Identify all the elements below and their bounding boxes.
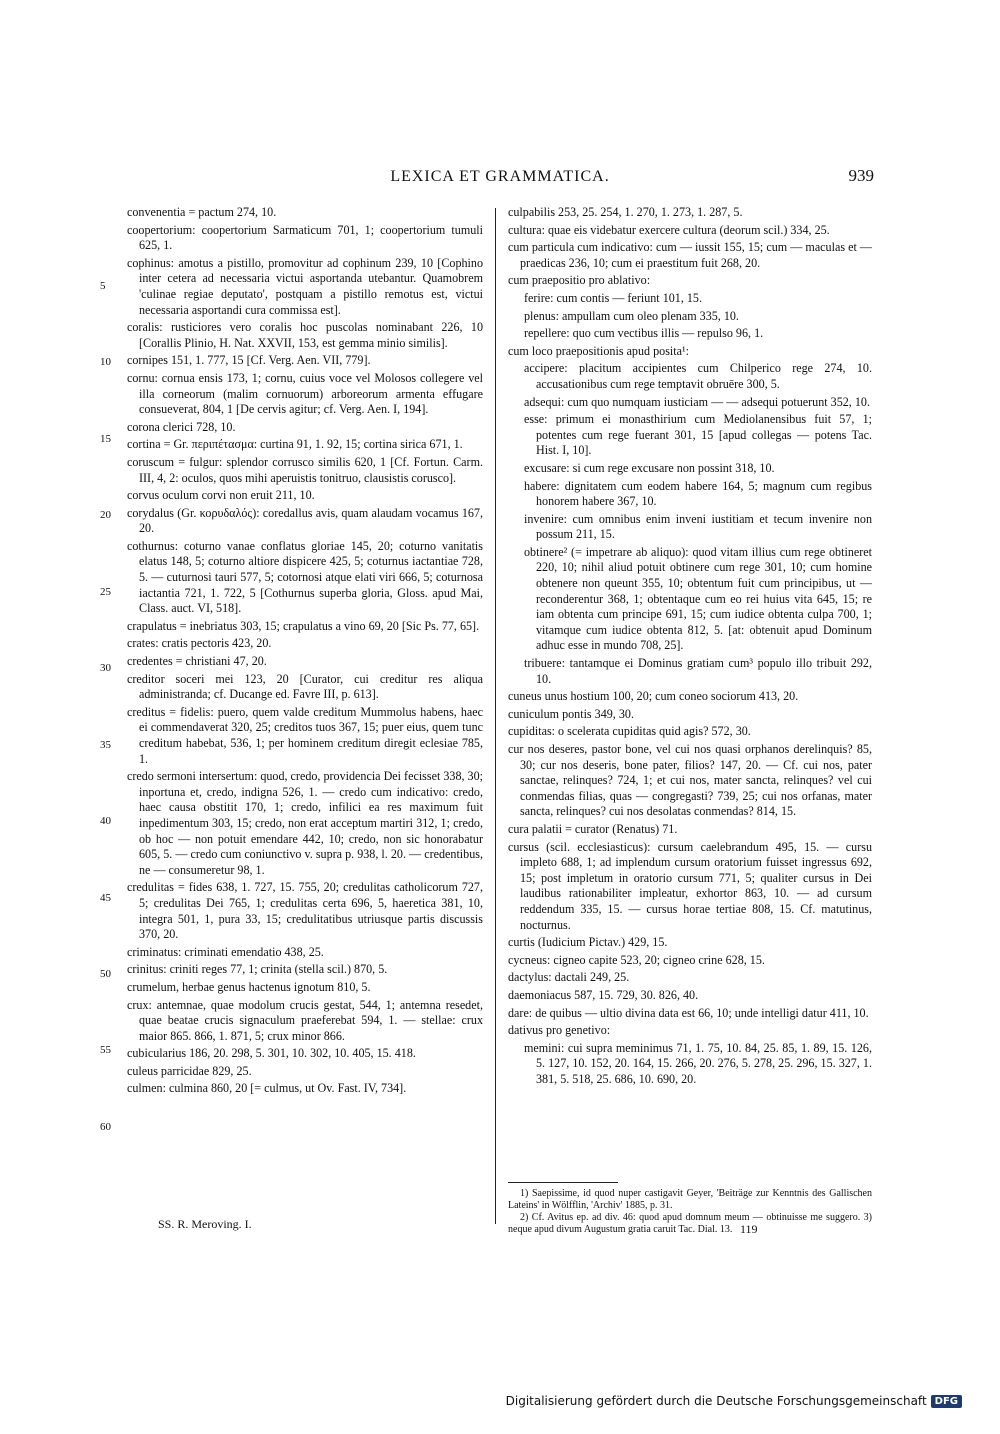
lexicon-entry: credentes = christiani 47, 20. — [127, 654, 267, 669]
lexicon-entry: plenus: ampullam cum oleo plenam 335, 10. — [524, 308, 739, 323]
footnote: 2) Cf. Avitus ep. ad div. 46: quod apud domnum meum — obtinuisse me suggero. 3) neque apud divum Augustum gratia caruit Tac. Dial. 13. — [508, 1212, 872, 1235]
lexicon-entry: crumelum, herbae genus hactenus ignotum 810, 5. — [127, 979, 371, 994]
line-number: 10 — [100, 356, 111, 369]
lexicon-entry: esse: primum ei monasthirium cum Mediolanensibus fuit 57, 1; potentes cum rege fuerant 301, 15 [apud collegas — potens Tac. Hist. I, 10]. — [524, 412, 872, 458]
lexicon-entry: culpabilis 253, 25. 254, 1. 270, 1. 273, 1. 287, 5. — [508, 205, 743, 219]
lexicon-entry: crinitus: criniti reges 77, 1; crinita (stella scil.) 870, 5. — [127, 962, 388, 977]
line-number: 30 — [100, 662, 111, 675]
lexicon-entry: cuniculum pontis 349, 30. — [508, 706, 634, 721]
lexicon-entry: dactylus: dactali 249, 25. — [508, 970, 630, 985]
sheet-number: 119 — [740, 1222, 758, 1236]
lexicon-entry: corona clerici 728, 10. — [127, 419, 236, 434]
lexicon-entry: convenentia = pactum 274, 10. — [127, 205, 277, 219]
lexicon-entry: coopertorium: coopertorium Sarmaticum 701, 1; coopertorium tumuli 625, 1. — [127, 222, 483, 253]
lexicon-entry: culmen: culmina 860, 20 [= culmus, ut Ov. Fast. IV, 734]. — [127, 1081, 407, 1096]
lexicon-entry: crates: cratis pectoris 423, 20. — [127, 636, 272, 651]
lexicon-entry: curtis (Iudicium Pictav.) 429, 15. — [508, 935, 668, 950]
lexicon-entry: coruscum = fulgur: splendor corrusco similis 620, 1 [Cf. Fortun. Carm. III, 4, 2: oculos, quos mihi aperuistis tonitruo, clausistis corusco]. — [127, 454, 483, 485]
line-number: 20 — [100, 509, 111, 522]
lexicon-entry: accipere: placitum accipientes cum Chilperico rege 274, 10. accusationibus cum rege temptavit obruēre 300, 5. — [524, 361, 872, 391]
lexicon-entry: tribuere: tantamque ei Dominus gratiam cum³ populo illo tribuit 292, 10. — [524, 656, 872, 686]
page-number: 939 — [848, 166, 874, 185]
lexicon-entry: cycneus: cigneo capite 523, 20; cigneo crine 628, 15. — [508, 952, 765, 967]
line-number: 55 — [100, 1044, 111, 1057]
line-number: 40 — [100, 815, 111, 828]
lexicon-entry: cum loco praepositionis apud posita¹: — [508, 343, 689, 358]
lexicon-entry: corvus oculum corvi non eruit 211, 10. — [127, 488, 315, 503]
lexicon-entry: corydalus (Gr. κορυδαλός): coredallus avis, quam alaudam vocamus 167, 20. — [127, 505, 483, 536]
lexicon-entry: cura palatii = curator (Renatus) 71. — [508, 821, 678, 836]
line-number: 60 — [100, 1120, 111, 1133]
footnote-divider — [508, 1182, 618, 1183]
line-number: 35 — [100, 738, 111, 751]
lexicon-entry: cum particula cum indicativo: cum — iussit 155, 15; cum — maculas et — praedicas 236, 10; cum ei praestitum fuit 268, 20. — [508, 240, 872, 270]
lexicon-entry: excusare: si cum rege excusare non possint 318, 10. — [524, 460, 775, 475]
left-column — [127, 205, 483, 1099]
lexicon-entry: creditus = fidelis: puero, quem valde creditum Mummolus habens, haec ei commendaverat 320, 25; creditos tuos 367, 15; puer eius, quem tunc creditum habebat, 536, 1; per hominem creditum diregit eclesiae 785, 1. — [127, 704, 483, 766]
lexicon-entry: adsequi: cum quo numquam iusticiam — — adsequi potuerunt 352, 10. — [524, 394, 870, 409]
lexicon-entry: daemoniacus 587, 15. 729, 30. 826, 40. — [508, 987, 699, 1002]
lexicon-entry: culeus parricidae 829, 25. — [127, 1063, 252, 1078]
lexicon-entry: crapulatus = inebriatus 303, 15; crapulatus a vino 69, 20 [Sic Ps. 77, 65]. — [127, 618, 480, 633]
lexicon-entry: cursus (scil. ecclesiasticus): cursum caelebrandum 495, 15. — cursu impleto 688, 1; ad implendum cursum oratorium fuisset ingressus 692, 15; post impletum in oratorio cursum 771, 5; qualiter cursus in Dei laudibus rationabiliter impleatur, exhortor 863, 10. — ad cursum reddendum 335, 15. — cursus horae tertiae 808, 15. Cf. matutinus, nocturnus. — [508, 839, 872, 932]
lexicon-entry: credulitas = fides 638, 1. 727, 15. 755, 20; credulitas catholicorum 727, 5; credulitas Dei 765, 1; credulitas certa 696, 5, haeretica 381, 10, integra 501, 1, pura 33, 15; credulitatibus utriusque partis discussis 370, 20. — [127, 880, 483, 942]
lexicon-entry: cultura: quae eis videbatur exercere cultura (deorum scil.) 334, 25. — [508, 222, 830, 237]
lexicon-entry: cornipes 151, 1. 777, 15 [Cf. Verg. Aen. VII, 779]. — [127, 353, 371, 368]
lexicon-entry: cum praepositio pro ablativo: — [508, 273, 651, 288]
lexicon-entry: cothurnus: coturno vanae conflatus gloriae 145, 20; coturno vanitatis elatus 148, 5; coturno altiore dispicere 425, 5; coturnus iactantiae 728, 5. — cuturnosi tauri 577, 5; cotornosi atque elati viri 666, 5; coturnosa iactantia 721, 1. 722, 5 [Cothurnus superba gloria, Gloss. apud Mai, Class. auct. VI, 518]. — [127, 538, 483, 616]
lexicon-entry: habere: dignitatem cum eodem habere 164, 5; magnum cum regibus honorem habere 367, 10. — [524, 478, 872, 509]
digitization-credit — [506, 1394, 962, 1408]
lexicon-entry: credo sermoni intersertum: quod, credo, providencia Dei fecisset 338, 30; inportuna et, credo, indigna 526, 1. — credo cum indicativo: credo, haec causa obstitit 170, 1; credo, infilici ea res maximum fuit inpedimentum 303, 15; credo, non erat acceptum martiri 312, 1; credo, ob hoc — non potuit emendare 442, 10; credo, non sic honorabatur 605, 5. — credo cum coniunctivo v. supra p. 938, l. 20. — credentibus, ne — consumeretur 98, 1. — [127, 769, 483, 877]
lexicon-entry: invenire: cum omnibus enim inveni iustitiam et tecum invenire non possum 211, 15. — [524, 511, 872, 542]
lexicon-entry: memini: cui supra meminimus 71, 1. 75, 10. 84, 25. 85, 1. 89, 15. 126, 5. 127, 10. 152, 20. 164, 15. 266, 20. 276, 5. 278, 25. 296, 15. 327, 1. 381, 5. 518, 25. 686, 10. 690, 20. — [524, 1040, 872, 1086]
lexicon-entry: criminatus: criminati emendatio 438, 25. — [127, 944, 324, 959]
lexicon-entry: cubicularius 186, 20. 298, 5. 301, 10. 302, 10. 405, 15. 418. — [127, 1046, 416, 1061]
line-number: 50 — [100, 967, 111, 980]
lexicon-entry: cupiditas: o scelerata cupiditas quid agis? 572, 30. — [508, 724, 751, 739]
lexicon-entry: cophinus: amotus a pistillo, promovitur ad cophinum 239, 10 [Cophino inter cetera ad necessaria victui asportanda utebantur. Quamobrem 'culinae regiae deputato', postquam a pistillo remotus est, victui necessaria asportandi cura commissa est]. — [127, 255, 483, 317]
line-number: 5 — [100, 280, 106, 292]
right-column — [508, 205, 872, 1089]
footnote: 1) Saepissime, id quod nuper castigavit Geyer, 'Beiträge zur Kenntnis des Gallischen Lateins' in Wölfflin, 'Archiv' 1885, p. 31. — [508, 1188, 872, 1211]
line-number: 15 — [100, 432, 111, 445]
lexicon-entry: dare: de quibus — ultio divina data est 66, 10; unde intelligi datur 411, 10. — [508, 1005, 869, 1020]
lexicon-entry: coralis: rusticiores vero coralis hoc puscolas nominabant 226, 10 [Corallis Plinio, H. Nat. XXVII, 153, est gemma minio similis]. — [127, 320, 483, 350]
signature-mark: SS. R. Meroving. I. — [158, 1217, 252, 1231]
line-number: 25 — [100, 585, 111, 598]
digitization-credit-text: Digitalisierung gefördert durch die Deutsche Forschungsgemeinschaft — [505, 1394, 927, 1408]
lexicon-entry: ferire: cum contis — feriunt 101, 15. — [524, 290, 702, 305]
lexicon-entry: repellere: quo cum vectibus illis — repulso 96, 1. — [524, 326, 764, 341]
lexicon-entry: crux: antemnae, quae modolum crucis gestat, 544, 1; antemna resedet, quae beatae crucis signaculum praeferebat 594, 1. — stellae: crux maior 865. 866, 1. 871, 5; crux minor 866. — [127, 997, 483, 1043]
footnotes — [508, 1188, 872, 1236]
lexicon-entry: cuneus unus hostium 100, 20; cum coneo sociorum 413, 20. — [508, 689, 799, 704]
lexicon-entry: cortina = Gr. περιπέτασμα: curtina 91, 1. 92, 15; cortina sirica 671, 1. — [127, 437, 463, 452]
lexicon-entry: dativus pro genetivo: — [508, 1023, 611, 1038]
running-title: LEXICA ET GRAMMATICA. — [390, 168, 610, 185]
lexicon-entry: cornu: cornua ensis 173, 1; cornu, cuius voce vel Molosos collegere vel illa corneorum (malim cornuorum) arboreorum armenta effugare consueverat, 804, 1 [De cervis agitur; cf. Verg. Aen. I, 194]. — [127, 370, 483, 417]
line-number: 45 — [100, 891, 111, 904]
lexicon-entry: cur nos deseres, pastor bone, vel cui nos quasi orphanos derelinquis? 85, 30; cur nos deseris, bone pater, filios? 147, 20. — Cf. cui nos, pater sanctae, relinques? 724, 1; et cui nos, mater sancta, relinques? vel cui conmendas filias, quas — congregasti? 739, 25; cui nos orfanas, mater sancta, relinques? cui nos desolatas conmendas? 814, 15. — [508, 742, 872, 819]
column-divider — [495, 208, 496, 1224]
lexicon-entry: creditor soceri mei 123, 20 [Curator, cui creditur res aliqua administranda; cf. Ducange ed. Favre III, p. 613]. — [127, 671, 483, 702]
dfg-logo: DFG — [931, 1395, 962, 1408]
lexicon-entry: obtinere² (= impetrare ab aliquo): quod vitam illius cum rege obtineret 220, 10; nihil aliud potuit obtinere cum rege 301, 10; cum homine obtenere non queunt 355, 10; obtentum fuit cum principibus, ut — reconderentur 368, 1; obtentaque cum eo rei huius vita 645, 15; re iam obtenta cum principe 691, 15; cum iudice obtenta culpa 700, 1; vitamque cum iudice obtenta 812, 5. [at: obtenuit apud Dominum adhuc esse in mundo 708, 25]. — [524, 544, 872, 653]
